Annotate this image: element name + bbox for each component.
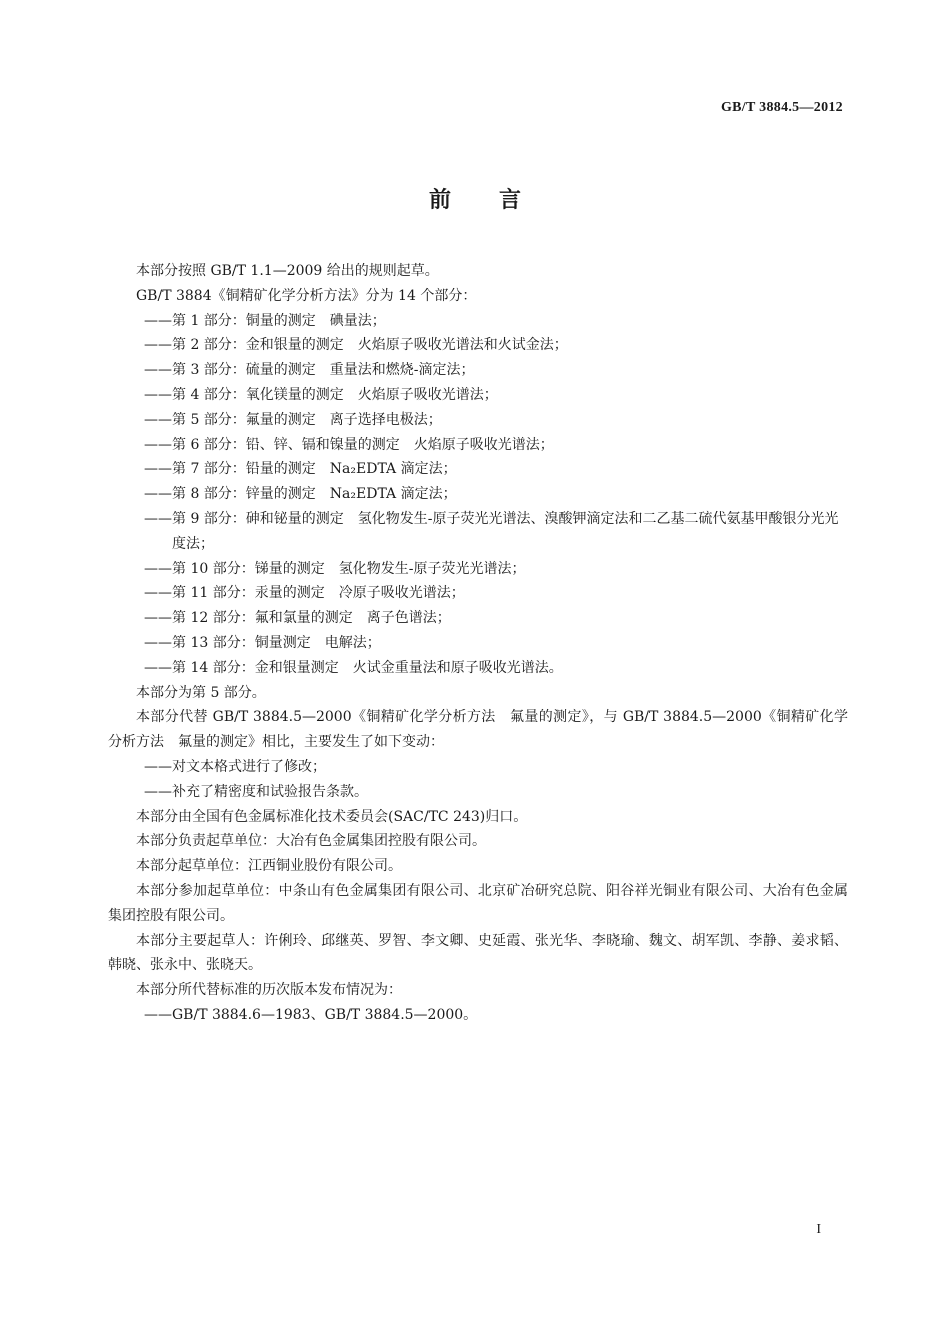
- paragraph-drafting-rules: 本部分按照 GB/T 1.1—2009 给出的规则起草。: [136, 263, 439, 279]
- page-title: [0, 183, 950, 214]
- paragraph-part-number: 本部分为第 5 部分。: [136, 684, 266, 701]
- part-item: ——第 11 部分：汞量的测定 冷原子吸收光谱法；: [144, 585, 465, 602]
- part-item: ——第 5 部分：氟量的测定 离子选择电极法；: [144, 411, 442, 428]
- part-item: ——第 6 部分：铅、锌、镉和镍量的测定 火焰原子吸收光谱法；: [144, 436, 554, 453]
- part-item: ——第 3 部分：硫量的测定 重量法和燃烧-滴定法；: [144, 362, 475, 379]
- title-char-2: 言: [499, 188, 522, 213]
- change-item: ——补充了精密度和试验报告条款。: [144, 783, 368, 800]
- paragraph-replaces: 本部分代替 GB/T 3884.5—2000《铜精矿化学分析方法 氟量的测定》，与 GB/T 3884.5—2000《铜精矿化学分析方法 氟量的测定》相比，主要发生了如下变动：: [108, 709, 848, 751]
- paragraph-history-intro: 本部分所代替标准的历次版本发布情况为：: [136, 982, 402, 999]
- part-item: ——第 8 部分：锌量的测定 Na₂EDTA 滴定法；: [144, 486, 457, 503]
- paragraph-drafting-unit: 本部分起草单位：江西铜业股份有限公司。: [136, 858, 402, 875]
- history-item: ——GB/T 3884.6—1983、GB/T 3884.5—2000。: [144, 1006, 478, 1023]
- part-item: ——第 12 部分：氟和氯量的测定 离子色谱法；: [144, 610, 451, 627]
- part-item: ——第 13 部分：铜量测定 电解法；: [144, 634, 381, 651]
- page-number: I: [816, 1222, 821, 1237]
- paragraph-participating-units: 本部分参加起草单位：中条山有色金属集团有限公司、北京矿冶研究总院、阳谷祥光铜业有限公司、大冶有色金属集团控股有限公司。: [108, 882, 848, 924]
- part-item: ——第 4 部分：氧化镁量的测定 火焰原子吸收光谱法；: [144, 386, 498, 403]
- paragraph-parts-intro: GB/T 3884《铜精矿化学分析方法》分为 14 个部分：: [136, 287, 477, 304]
- part-item: ——第 14 部分：金和银量测定 火试金重量法和原子吸收光谱法。: [144, 659, 563, 676]
- preface-body: [108, 259, 848, 1028]
- part-item: ——第 7 部分：铅量的测定 Na₂EDTA 滴定法；: [144, 461, 457, 478]
- paragraph-responsible-unit: 本部分负责起草单位：大冶有色金属集团控股有限公司。: [136, 833, 486, 850]
- part-item: ——第 1 部分：铜量的测定 碘量法；: [144, 312, 386, 329]
- change-item: ——对文本格式进行了修改；: [144, 758, 326, 775]
- paragraph-committee: 本部分由全国有色金属标准化技术委员会(SAC/TC 243)归口。: [136, 808, 528, 825]
- part-item: ——第 2 部分：金和银量的测定 火焰原子吸收光谱法和火试金法；: [144, 337, 568, 354]
- title-char-1: 前: [428, 188, 451, 213]
- paragraph-drafters: 本部分主要起草人：许俐玲、邱继英、罗智、李文卿、史延霞、张光华、李晓瑜、魏文、胡军凯、李静、姜求韬、韩晓、张永中、张晓天。: [108, 932, 848, 974]
- part-item: ——第 9 部分：砷和铋量的测定 氢化物发生-原子荧光光谱法、溴酸钾滴定法和二乙基二硫代氨基甲酸银分光光度法；: [144, 510, 839, 552]
- part-item: ——第 10 部分：锑量的测定 氢化物发生-原子荧光光谱法；: [144, 560, 526, 577]
- standard-code: GB/T 3884.5—2012: [720, 100, 843, 115]
